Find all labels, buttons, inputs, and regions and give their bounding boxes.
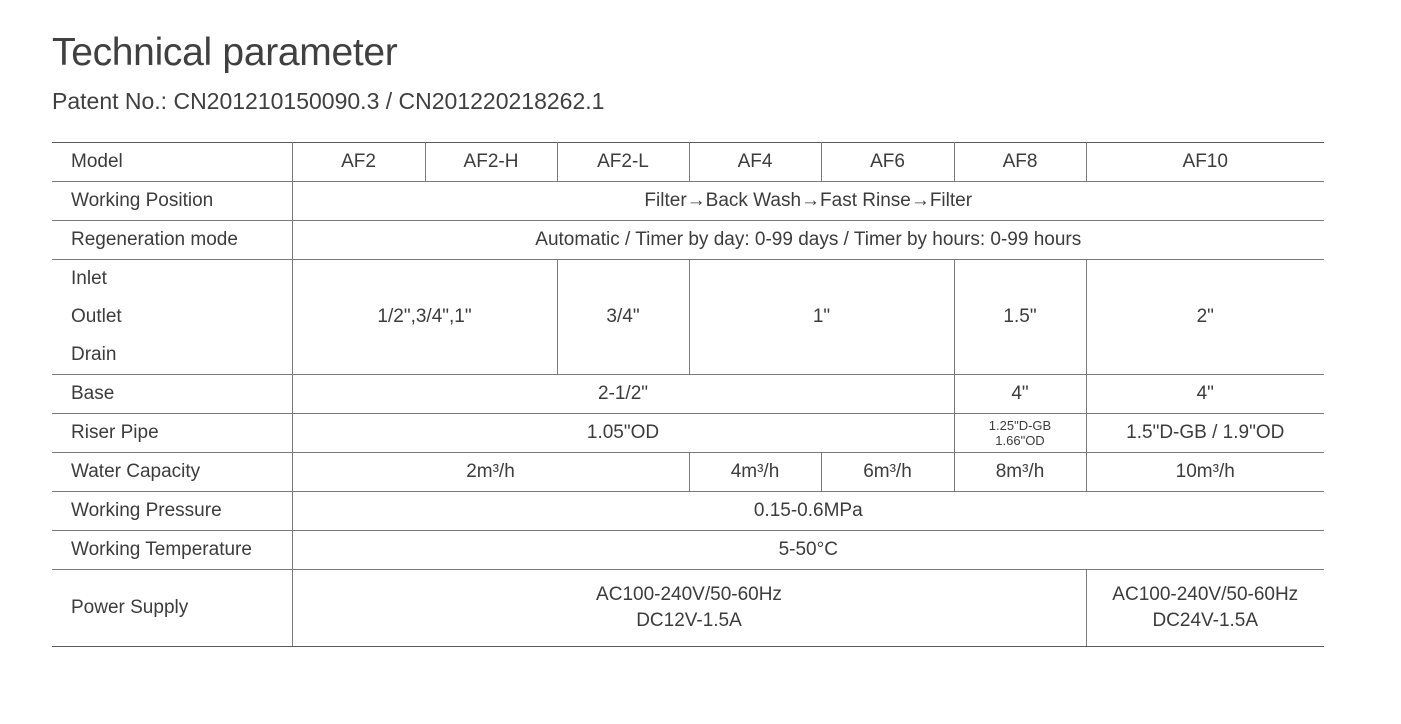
spec-table	[52, 142, 1324, 647]
power-supply-af10-value	[1086, 570, 1324, 647]
row-label-drain: Drain	[52, 336, 292, 375]
power-supply-af10-line2: DC24V-1.5A	[1152, 610, 1259, 631]
power-supply-af10-line1: AC100-240V/50-60Hz	[1112, 584, 1299, 605]
water-capacity-af4: 4m³/h	[689, 453, 821, 492]
riser-pipe-af8-line2: 1.66"OD	[995, 433, 1045, 448]
model-af6: AF6	[821, 143, 954, 182]
working-temperature-value: 5-50°C	[292, 531, 1324, 570]
table-row-working-pressure	[52, 492, 1324, 531]
base-main-value: 2-1/2"	[292, 375, 954, 414]
riser-pipe-af8-value	[954, 414, 1086, 453]
table-row-working-temperature	[52, 531, 1324, 570]
table-row-water-capacity	[52, 453, 1324, 492]
ports-af10: 2"	[1086, 260, 1324, 375]
model-af8: AF8	[954, 143, 1086, 182]
water-capacity-af10: 10m³/h	[1086, 453, 1324, 492]
row-label-model: Model	[52, 143, 292, 182]
row-label-power-supply: Power Supply	[52, 570, 292, 647]
model-af2: AF2	[292, 143, 425, 182]
table-row-riser-pipe	[52, 414, 1324, 453]
model-af2-h: AF2-H	[425, 143, 557, 182]
base-af10-value: 4"	[1086, 375, 1324, 414]
power-supply-main-value	[292, 570, 1086, 647]
row-label-water-capacity: Water Capacity	[52, 453, 292, 492]
model-af4: AF4	[689, 143, 821, 182]
table-row-power-supply	[52, 570, 1324, 647]
riser-pipe-af8-line1: 1.25"D-GB	[988, 418, 1052, 433]
riser-pipe-main-value: 1.05"OD	[292, 414, 954, 453]
patent-number: Patent No.: CN201210150090.3 / CN201220218262.1	[52, 88, 605, 114]
ports-af2-l: 3/4"	[557, 260, 689, 375]
row-label-outlet: Outlet	[71, 306, 122, 327]
table-row-model	[52, 143, 1324, 182]
table-row-working-position	[52, 182, 1324, 221]
working-pressure-value: 0.15-0.6MPa	[292, 492, 1324, 531]
water-capacity-af6: 6m³/h	[821, 453, 954, 492]
regeneration-mode-value: Automatic / Timer by day: 0-99 days / Timer by hours: 0-99 hours	[292, 221, 1324, 260]
table-row-regeneration-mode	[52, 221, 1324, 260]
model-af10: AF10	[1086, 143, 1324, 182]
riser-pipe-af10-value: 1.5"D-GB / 1.9"OD	[1086, 414, 1324, 453]
water-capacity-af2-group: 2m³/h	[292, 453, 689, 492]
ports-af2-group: 1/2",3/4",1"	[292, 260, 557, 375]
water-capacity-af8: 8m³/h	[954, 453, 1086, 492]
row-label-working-pressure: Working Pressure	[52, 492, 292, 531]
table-row-base	[52, 375, 1324, 414]
page-title: Technical parameter	[52, 31, 398, 74]
row-label-working-position: Working Position	[52, 182, 292, 221]
power-supply-main-line1: AC100-240V/50-60Hz	[596, 584, 782, 605]
table-row-inlet	[52, 260, 1324, 299]
base-af8-value: 4"	[954, 375, 1086, 414]
row-label-regeneration-mode: Regeneration mode	[52, 221, 292, 260]
ports-af4-af6: 1"	[689, 260, 954, 375]
row-label-base: Base	[52, 375, 292, 414]
row-label-inlet: Inlet	[52, 260, 292, 299]
working-position-value: Filter→Back Wash→Fast Rinse→Filter	[292, 182, 1324, 221]
power-supply-main-line2: DC12V-1.5A	[636, 610, 742, 631]
ports-af8: 1.5"	[954, 260, 1086, 375]
row-label-riser-pipe: Riser Pipe	[52, 414, 292, 453]
model-af2-l: AF2-L	[557, 143, 689, 182]
row-label-working-temperature: Working Temperature	[52, 531, 292, 570]
